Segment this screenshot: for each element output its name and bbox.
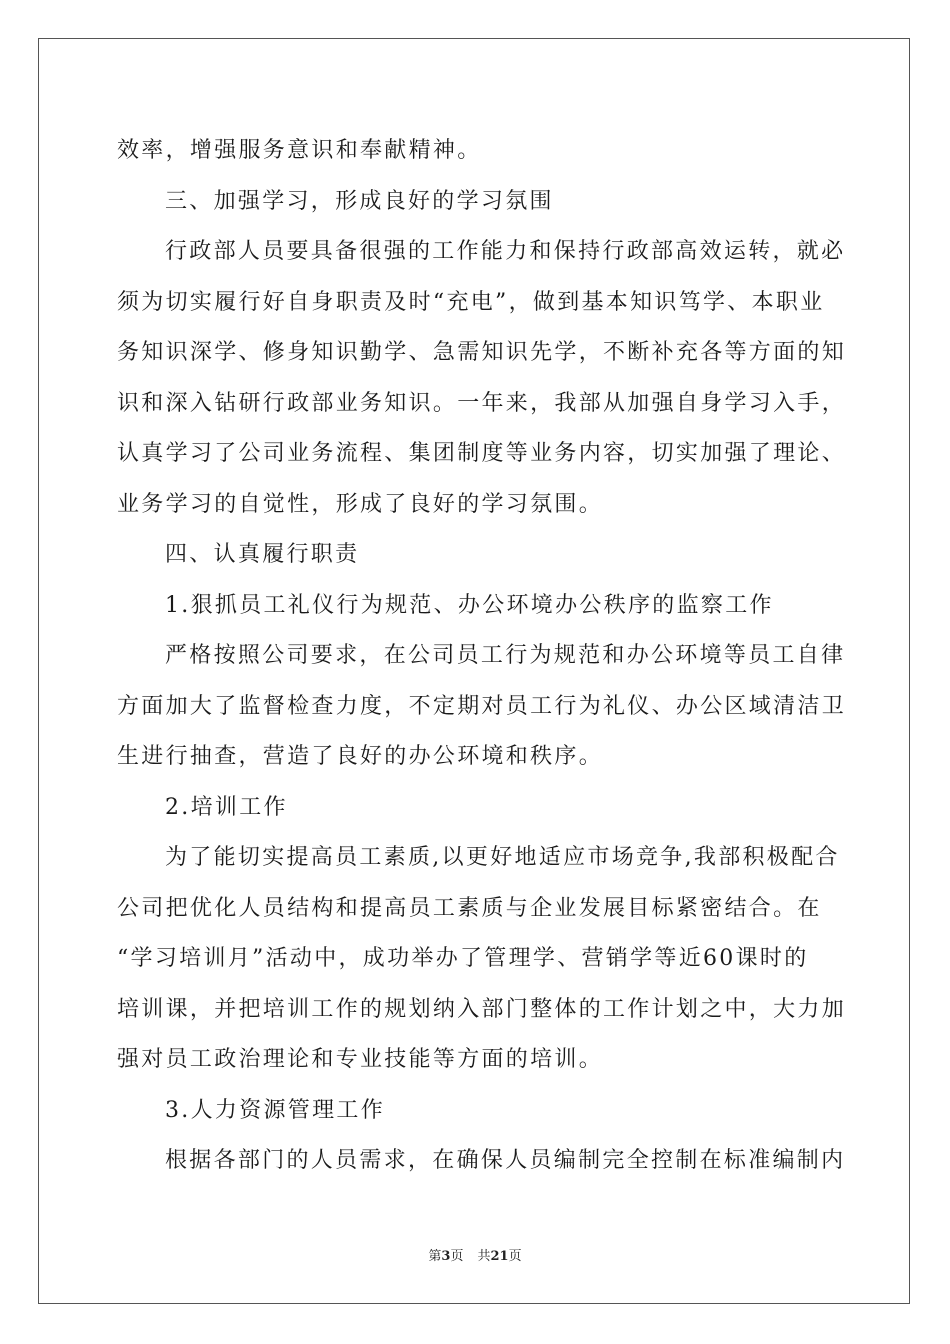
total-prefix: 共 xyxy=(477,1249,491,1264)
paragraph-line: “学习培训月”活动中，成功举办了管理学、营销学等近60课时的 xyxy=(117,946,809,971)
section-heading: 四、认真履行职责 xyxy=(165,542,360,567)
paragraph-line: 为了能切实提高员工素质,以更好地适应市场竞争,我部积极配合 xyxy=(165,845,840,870)
document-body xyxy=(117,126,847,1187)
paragraph-line: 业务学习的自觉性，形成了良好的学习氛围。 xyxy=(117,491,604,517)
total-suffix: 页 xyxy=(508,1249,522,1264)
paragraph-line: 务知识深学、修身知识勤学、急需知识先学，不断补充各等方面的知 xyxy=(117,340,847,365)
page-number: 3 xyxy=(441,1249,451,1264)
paragraph-line: 严格按照公司要求，在公司员工行为规范和办公环境等员工自律 xyxy=(165,643,846,668)
paragraph-line: 识和深入钻研行政部业务知识。一年来，我部从加强自身学习入手， xyxy=(117,390,847,416)
page-prefix: 第 xyxy=(428,1249,442,1264)
page-footer xyxy=(0,1245,950,1264)
page-suffix: 页 xyxy=(450,1249,464,1264)
paragraph-line: 行政部人员要具备很强的工作能力和保持行政部高效运转，就必 xyxy=(165,239,846,264)
subsection-heading: 1.狠抓员工礼仪行为规范、办公环境办公秩序的监察工作 xyxy=(165,592,774,618)
subsection-heading: 2.培训工作 xyxy=(165,794,288,820)
paragraph-line: 培训课，并把培训工作的规划纳入部门整体的工作计划之中，大力加 xyxy=(117,996,847,1022)
paragraph-line: 根据各部门的人员需求，在确保人员编制完全控制在标准编制内 xyxy=(165,1148,846,1173)
paragraph-line: 效率，增强服务意识和奉献精神。 xyxy=(117,138,482,163)
total-pages: 21 xyxy=(490,1249,509,1264)
section-heading: 三、加强学习，形成良好的学习氛围 xyxy=(165,188,554,214)
paragraph-line: 须为切实履行好自身职责及时“充电”，做到基本知识笃学、本职业 xyxy=(117,289,825,315)
paragraph-line: 认真学习了公司业务流程、集团制度等业务内容，切实加强了理论、 xyxy=(117,441,847,466)
paragraph-line: 方面加大了监督检查力度，不定期对员工行为礼仪、办公区域清洁卫 xyxy=(117,693,847,719)
paragraph-line: 强对员工政治理论和专业技能等方面的培训。 xyxy=(117,1047,604,1072)
paragraph-line: 公司把优化人员结构和提高员工素质与企业发展目标紧密结合。在 xyxy=(117,895,822,921)
paragraph-line: 生进行抽查，营造了良好的办公环境和秩序。 xyxy=(117,744,604,769)
subsection-heading: 3.人力资源管理工作 xyxy=(165,1097,385,1123)
